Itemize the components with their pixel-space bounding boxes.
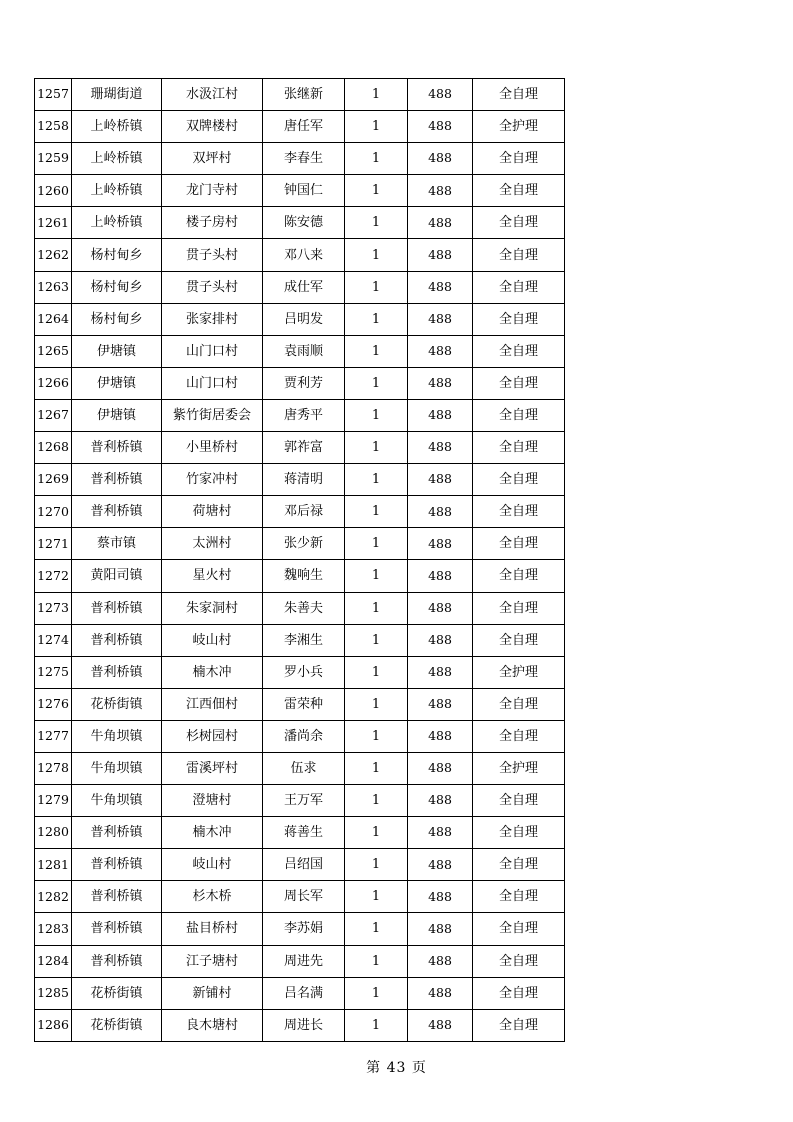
row-number-cell: 1271 bbox=[35, 528, 72, 560]
care-type-cell: 全自理 bbox=[473, 1009, 565, 1041]
village-cell: 双坪村 bbox=[162, 143, 263, 175]
row-number-cell: 1273 bbox=[35, 592, 72, 624]
town-cell: 珊瑚街道 bbox=[72, 79, 162, 111]
town-cell: 上岭桥镇 bbox=[72, 207, 162, 239]
person-name-cell: 罗小兵 bbox=[263, 656, 345, 688]
row-number-cell: 1269 bbox=[35, 464, 72, 496]
care-type-cell: 全自理 bbox=[473, 175, 565, 207]
amount-cell: 488 bbox=[408, 496, 473, 528]
person-name-cell: 蒋善生 bbox=[263, 817, 345, 849]
town-cell: 杨村甸乡 bbox=[72, 303, 162, 335]
amount-cell: 488 bbox=[408, 239, 473, 271]
count-cell: 1 bbox=[345, 881, 408, 913]
amount-cell: 488 bbox=[408, 913, 473, 945]
page-number: 第 43 页 bbox=[366, 1060, 427, 1076]
village-cell: 竹家冲村 bbox=[162, 464, 263, 496]
person-name-cell: 邓后禄 bbox=[263, 496, 345, 528]
table-row bbox=[35, 560, 565, 592]
village-cell: 杉木桥 bbox=[162, 881, 263, 913]
amount-cell: 488 bbox=[408, 111, 473, 143]
village-cell: 山门口村 bbox=[162, 367, 263, 399]
table-row bbox=[35, 496, 565, 528]
count-cell: 1 bbox=[345, 560, 408, 592]
town-cell: 普利桥镇 bbox=[72, 913, 162, 945]
count-cell: 1 bbox=[345, 175, 408, 207]
count-cell: 1 bbox=[345, 111, 408, 143]
village-cell: 江子塘村 bbox=[162, 945, 263, 977]
table-row bbox=[35, 977, 565, 1009]
row-number-cell: 1263 bbox=[35, 271, 72, 303]
amount-cell: 488 bbox=[408, 271, 473, 303]
person-name-cell: 钟国仁 bbox=[263, 175, 345, 207]
table-row bbox=[35, 239, 565, 271]
village-cell: 良木塘村 bbox=[162, 1009, 263, 1041]
village-cell: 张家排村 bbox=[162, 303, 263, 335]
count-cell: 1 bbox=[345, 688, 408, 720]
amount-cell: 488 bbox=[408, 560, 473, 592]
town-cell: 普利桥镇 bbox=[72, 432, 162, 464]
person-name-cell: 唐任军 bbox=[263, 111, 345, 143]
care-type-cell: 全自理 bbox=[473, 79, 565, 111]
amount-cell: 488 bbox=[408, 881, 473, 913]
town-cell: 伊塘镇 bbox=[72, 367, 162, 399]
village-cell: 楠木冲 bbox=[162, 817, 263, 849]
row-number-cell: 1276 bbox=[35, 688, 72, 720]
town-cell: 普利桥镇 bbox=[72, 849, 162, 881]
count-cell: 1 bbox=[345, 464, 408, 496]
person-name-cell: 朱善夫 bbox=[263, 592, 345, 624]
person-name-cell: 伍求 bbox=[263, 752, 345, 784]
village-cell: 杉树园村 bbox=[162, 720, 263, 752]
table-row bbox=[35, 432, 565, 464]
row-number-cell: 1284 bbox=[35, 945, 72, 977]
row-number-cell: 1266 bbox=[35, 367, 72, 399]
village-cell: 荷塘村 bbox=[162, 496, 263, 528]
town-cell: 牛角坝镇 bbox=[72, 785, 162, 817]
village-cell: 贯子头村 bbox=[162, 271, 263, 303]
row-number-cell: 1268 bbox=[35, 432, 72, 464]
care-type-cell: 全自理 bbox=[473, 592, 565, 624]
village-cell: 新铺村 bbox=[162, 977, 263, 1009]
count-cell: 1 bbox=[345, 1009, 408, 1041]
row-number-cell: 1280 bbox=[35, 817, 72, 849]
person-name-cell: 蒋清明 bbox=[263, 464, 345, 496]
care-type-cell: 全自理 bbox=[473, 464, 565, 496]
amount-cell: 488 bbox=[408, 1009, 473, 1041]
row-number-cell: 1258 bbox=[35, 111, 72, 143]
row-number-cell: 1267 bbox=[35, 399, 72, 431]
care-type-cell: 全自理 bbox=[473, 849, 565, 881]
count-cell: 1 bbox=[345, 849, 408, 881]
count-cell: 1 bbox=[345, 271, 408, 303]
person-name-cell: 成仕军 bbox=[263, 271, 345, 303]
table-row bbox=[35, 143, 565, 175]
town-cell: 普利桥镇 bbox=[72, 496, 162, 528]
row-number-cell: 1260 bbox=[35, 175, 72, 207]
town-cell: 杨村甸乡 bbox=[72, 271, 162, 303]
care-type-cell: 全自理 bbox=[473, 143, 565, 175]
person-name-cell: 张少新 bbox=[263, 528, 345, 560]
amount-cell: 488 bbox=[408, 785, 473, 817]
village-cell: 岐山村 bbox=[162, 849, 263, 881]
row-number-cell: 1278 bbox=[35, 752, 72, 784]
count-cell: 1 bbox=[345, 79, 408, 111]
amount-cell: 488 bbox=[408, 367, 473, 399]
count-cell: 1 bbox=[345, 592, 408, 624]
table-row bbox=[35, 79, 565, 111]
town-cell: 普利桥镇 bbox=[72, 592, 162, 624]
town-cell: 普利桥镇 bbox=[72, 945, 162, 977]
row-number-cell: 1286 bbox=[35, 1009, 72, 1041]
care-type-cell: 全自理 bbox=[473, 688, 565, 720]
row-number-cell: 1264 bbox=[35, 303, 72, 335]
village-cell: 双牌楼村 bbox=[162, 111, 263, 143]
table-row bbox=[35, 335, 565, 367]
row-number-cell: 1279 bbox=[35, 785, 72, 817]
person-name-cell: 魏响生 bbox=[263, 560, 345, 592]
amount-cell: 488 bbox=[408, 592, 473, 624]
person-name-cell: 李苏娟 bbox=[263, 913, 345, 945]
count-cell: 1 bbox=[345, 528, 408, 560]
town-cell: 上岭桥镇 bbox=[72, 111, 162, 143]
town-cell: 普利桥镇 bbox=[72, 656, 162, 688]
care-type-cell: 全自理 bbox=[473, 624, 565, 656]
table-row bbox=[35, 688, 565, 720]
town-cell: 杨村甸乡 bbox=[72, 239, 162, 271]
care-type-cell: 全自理 bbox=[473, 303, 565, 335]
count-cell: 1 bbox=[345, 335, 408, 367]
amount-cell: 488 bbox=[408, 849, 473, 881]
person-name-cell: 周进先 bbox=[263, 945, 345, 977]
row-number-cell: 1259 bbox=[35, 143, 72, 175]
care-type-cell: 全自理 bbox=[473, 977, 565, 1009]
person-name-cell: 王万军 bbox=[263, 785, 345, 817]
town-cell: 黄阳司镇 bbox=[72, 560, 162, 592]
village-cell: 雷溪坪村 bbox=[162, 752, 263, 784]
amount-cell: 488 bbox=[408, 464, 473, 496]
table-row bbox=[35, 913, 565, 945]
row-number-cell: 1272 bbox=[35, 560, 72, 592]
town-cell: 伊塘镇 bbox=[72, 399, 162, 431]
count-cell: 1 bbox=[345, 624, 408, 656]
table-row bbox=[35, 817, 565, 849]
table-row bbox=[35, 720, 565, 752]
amount-cell: 488 bbox=[408, 752, 473, 784]
care-type-cell: 全自理 bbox=[473, 207, 565, 239]
amount-cell: 488 bbox=[408, 528, 473, 560]
care-type-cell: 全自理 bbox=[473, 496, 565, 528]
table-row bbox=[35, 849, 565, 881]
amount-cell: 488 bbox=[408, 143, 473, 175]
care-type-cell: 全自理 bbox=[473, 528, 565, 560]
person-name-cell: 吕绍国 bbox=[263, 849, 345, 881]
town-cell: 牛角坝镇 bbox=[72, 752, 162, 784]
town-cell: 普利桥镇 bbox=[72, 464, 162, 496]
person-name-cell: 雷荣种 bbox=[263, 688, 345, 720]
village-cell: 山门口村 bbox=[162, 335, 263, 367]
town-cell: 普利桥镇 bbox=[72, 624, 162, 656]
count-cell: 1 bbox=[345, 913, 408, 945]
care-type-cell: 全自理 bbox=[473, 560, 565, 592]
count-cell: 1 bbox=[345, 207, 408, 239]
count-cell: 1 bbox=[345, 720, 408, 752]
village-cell: 太洲村 bbox=[162, 528, 263, 560]
count-cell: 1 bbox=[345, 143, 408, 175]
count-cell: 1 bbox=[345, 496, 408, 528]
town-cell: 上岭桥镇 bbox=[72, 143, 162, 175]
row-number-cell: 1277 bbox=[35, 720, 72, 752]
count-cell: 1 bbox=[345, 399, 408, 431]
care-type-cell: 全自理 bbox=[473, 720, 565, 752]
count-cell: 1 bbox=[345, 303, 408, 335]
person-name-cell: 李春生 bbox=[263, 143, 345, 175]
amount-cell: 488 bbox=[408, 977, 473, 1009]
care-type-cell: 全护理 bbox=[473, 111, 565, 143]
amount-cell: 488 bbox=[408, 399, 473, 431]
village-cell: 朱家洞村 bbox=[162, 592, 263, 624]
town-cell: 上岭桥镇 bbox=[72, 175, 162, 207]
amount-cell: 488 bbox=[408, 207, 473, 239]
care-type-cell: 全自理 bbox=[473, 239, 565, 271]
person-name-cell: 吕明发 bbox=[263, 303, 345, 335]
person-name-cell: 邓八来 bbox=[263, 239, 345, 271]
village-cell: 江西佃村 bbox=[162, 688, 263, 720]
count-cell: 1 bbox=[345, 752, 408, 784]
village-cell: 盐目桥村 bbox=[162, 913, 263, 945]
count-cell: 1 bbox=[345, 945, 408, 977]
table-row bbox=[35, 752, 565, 784]
records-table bbox=[34, 78, 565, 1042]
care-type-cell: 全自理 bbox=[473, 399, 565, 431]
village-cell: 龙门寺村 bbox=[162, 175, 263, 207]
row-number-cell: 1270 bbox=[35, 496, 72, 528]
village-cell: 星火村 bbox=[162, 560, 263, 592]
village-cell: 水汲江村 bbox=[162, 79, 263, 111]
person-name-cell: 周长军 bbox=[263, 881, 345, 913]
table-row bbox=[35, 464, 565, 496]
count-cell: 1 bbox=[345, 977, 408, 1009]
table-row bbox=[35, 624, 565, 656]
person-name-cell: 袁雨顺 bbox=[263, 335, 345, 367]
village-cell: 紫竹街居委会 bbox=[162, 399, 263, 431]
count-cell: 1 bbox=[345, 656, 408, 688]
amount-cell: 488 bbox=[408, 817, 473, 849]
amount-cell: 488 bbox=[408, 720, 473, 752]
table-row bbox=[35, 303, 565, 335]
town-cell: 普利桥镇 bbox=[72, 881, 162, 913]
table-row bbox=[35, 399, 565, 431]
count-cell: 1 bbox=[345, 239, 408, 271]
amount-cell: 488 bbox=[408, 656, 473, 688]
village-cell: 楠木冲 bbox=[162, 656, 263, 688]
town-cell: 花桥街镇 bbox=[72, 688, 162, 720]
row-number-cell: 1262 bbox=[35, 239, 72, 271]
care-type-cell: 全自理 bbox=[473, 945, 565, 977]
care-type-cell: 全自理 bbox=[473, 271, 565, 303]
person-name-cell: 吕名满 bbox=[263, 977, 345, 1009]
table-row bbox=[35, 207, 565, 239]
row-number-cell: 1265 bbox=[35, 335, 72, 367]
row-number-cell: 1261 bbox=[35, 207, 72, 239]
amount-cell: 488 bbox=[408, 688, 473, 720]
person-name-cell: 郭祚富 bbox=[263, 432, 345, 464]
row-number-cell: 1283 bbox=[35, 913, 72, 945]
care-type-cell: 全自理 bbox=[473, 335, 565, 367]
care-type-cell: 全自理 bbox=[473, 913, 565, 945]
table-row bbox=[35, 271, 565, 303]
count-cell: 1 bbox=[345, 785, 408, 817]
town-cell: 牛角坝镇 bbox=[72, 720, 162, 752]
table-row bbox=[35, 656, 565, 688]
amount-cell: 488 bbox=[408, 175, 473, 207]
person-name-cell: 唐秀平 bbox=[263, 399, 345, 431]
village-cell: 楼子房村 bbox=[162, 207, 263, 239]
village-cell: 贯子头村 bbox=[162, 239, 263, 271]
village-cell: 澄塘村 bbox=[162, 785, 263, 817]
town-cell: 蔡市镇 bbox=[72, 528, 162, 560]
person-name-cell: 周进长 bbox=[263, 1009, 345, 1041]
row-number-cell: 1274 bbox=[35, 624, 72, 656]
care-type-cell: 全自理 bbox=[473, 881, 565, 913]
table-row bbox=[35, 528, 565, 560]
care-type-cell: 全自理 bbox=[473, 367, 565, 399]
amount-cell: 488 bbox=[408, 303, 473, 335]
town-cell: 花桥街镇 bbox=[72, 977, 162, 1009]
town-cell: 普利桥镇 bbox=[72, 817, 162, 849]
amount-cell: 488 bbox=[408, 945, 473, 977]
row-number-cell: 1285 bbox=[35, 977, 72, 1009]
person-name-cell: 李湘生 bbox=[263, 624, 345, 656]
records-table-body bbox=[35, 79, 565, 1042]
count-cell: 1 bbox=[345, 367, 408, 399]
table-row bbox=[35, 945, 565, 977]
row-number-cell: 1281 bbox=[35, 849, 72, 881]
town-cell: 伊塘镇 bbox=[72, 335, 162, 367]
table-row bbox=[35, 1009, 565, 1041]
care-type-cell: 全自理 bbox=[473, 432, 565, 464]
person-name-cell: 张继新 bbox=[263, 79, 345, 111]
village-cell: 岐山村 bbox=[162, 624, 263, 656]
table-row bbox=[35, 592, 565, 624]
amount-cell: 488 bbox=[408, 79, 473, 111]
care-type-cell: 全自理 bbox=[473, 817, 565, 849]
row-number-cell: 1282 bbox=[35, 881, 72, 913]
village-cell: 小里桥村 bbox=[162, 432, 263, 464]
row-number-cell: 1275 bbox=[35, 656, 72, 688]
row-number-cell: 1257 bbox=[35, 79, 72, 111]
person-name-cell: 陈安德 bbox=[263, 207, 345, 239]
table-row bbox=[35, 175, 565, 207]
count-cell: 1 bbox=[345, 817, 408, 849]
amount-cell: 488 bbox=[408, 335, 473, 367]
person-name-cell: 潘尚余 bbox=[263, 720, 345, 752]
person-name-cell: 贾利芳 bbox=[263, 367, 345, 399]
table-row bbox=[35, 367, 565, 399]
care-type-cell: 全自理 bbox=[473, 785, 565, 817]
amount-cell: 488 bbox=[408, 432, 473, 464]
table-row bbox=[35, 881, 565, 913]
care-type-cell: 全护理 bbox=[473, 656, 565, 688]
count-cell: 1 bbox=[345, 432, 408, 464]
table-row bbox=[35, 111, 565, 143]
town-cell: 花桥街镇 bbox=[72, 1009, 162, 1041]
amount-cell: 488 bbox=[408, 624, 473, 656]
care-type-cell: 全护理 bbox=[473, 752, 565, 784]
table-row bbox=[35, 785, 565, 817]
